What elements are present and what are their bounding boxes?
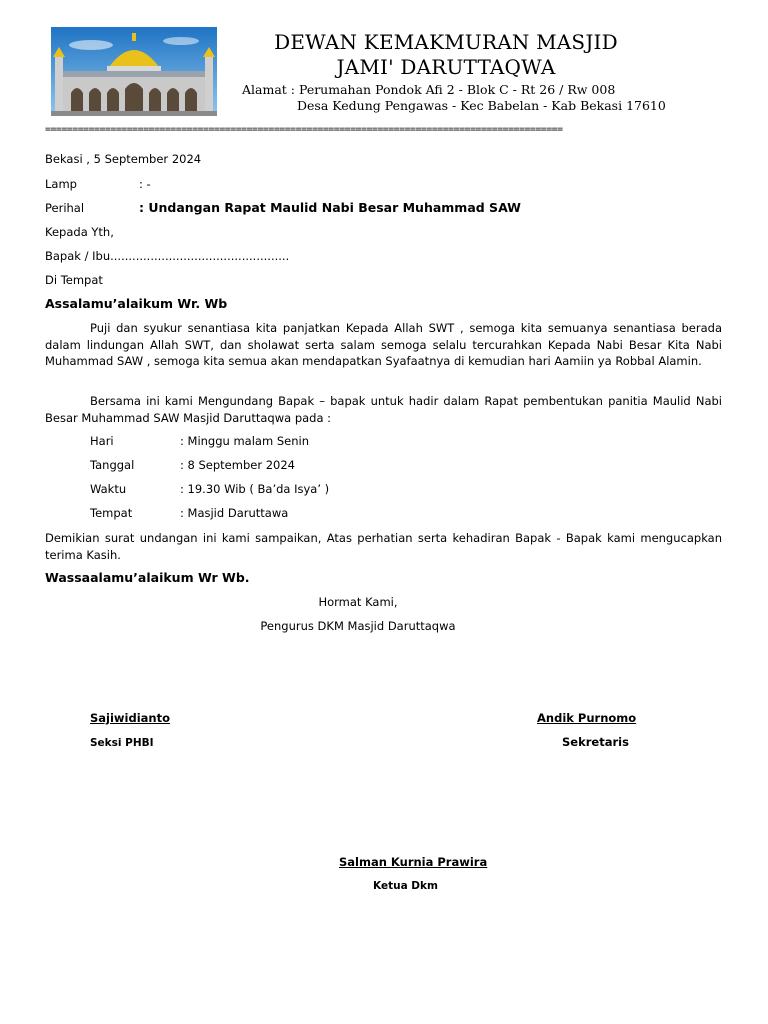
detail-value: : Minggu malam Senin — [180, 434, 309, 448]
letter-date: Bekasi , 5 September 2024 — [45, 152, 202, 166]
lamp-row — [45, 177, 151, 192]
paragraph-invitation: Bersama ini kami Mengundang Bapak – bapak untuk hadir dalam Rapat pembentukan panitia Maulid Nabi Besar Muhammad SAW Masjid Daruttaqwa pada : — [45, 394, 722, 425]
closing-pengurus: Pengurus DKM Masjid Daruttaqwa — [260, 619, 456, 633]
organization-address — [242, 82, 666, 114]
address-line1: Alamat : Perumahan Pondok Afi 2 - Blok C - Rt 26 / Rw 008 — [242, 82, 616, 97]
organization-title — [228, 30, 664, 80]
detail-row-waktu — [90, 482, 329, 497]
organization-title-line2: JAMI' DARUTTAQWA — [336, 55, 556, 79]
closing-hormat: Hormat Kami, — [318, 595, 398, 609]
recipient-place: Di Tempat — [45, 273, 103, 287]
detail-label: Hari — [90, 434, 114, 448]
detail-value: : 8 September 2024 — [180, 458, 295, 472]
perihal-value: : Undangan Rapat Maulid Nabi Besar Muhammad SAW — [139, 200, 521, 215]
detail-label: Tanggal — [90, 458, 135, 472]
detail-row-hari — [90, 434, 309, 449]
signature-name-left: Sajiwidianto — [90, 711, 171, 725]
greeting-open: Assalamu’alaikum Wr. Wb — [45, 296, 228, 311]
signature-name-right: Andik Purnomo — [537, 711, 637, 725]
detail-row-tanggal — [90, 458, 295, 473]
signature-role-left: Seksi PHBI — [90, 737, 154, 749]
paragraph-closing: Demikian surat undangan ini kami sampaikan, Atas perhatian serta kehadiran Bapak - Bapak kami mengucapkan terima Kasih. — [45, 531, 722, 562]
recipient-name: Bapak / Ibu................................................. — [45, 249, 290, 263]
lamp-value: : - — [139, 177, 151, 191]
mosque-image — [51, 27, 217, 116]
detail-label: Waktu — [90, 482, 127, 496]
lamp-label: Lamp — [45, 177, 77, 191]
detail-row-tempat — [90, 506, 288, 521]
detail-value: : Masjid Daruttawa — [180, 506, 289, 520]
perihal-label: Perihal — [45, 201, 85, 215]
signature-role-right: Sekretaris — [562, 735, 629, 749]
greeting-close: Wassaalamu’alaikum Wr Wb. — [45, 570, 250, 585]
detail-value: : 19.30 Wib ( Ba’da Isya’ ) — [180, 482, 330, 496]
detail-label: Tempat — [90, 506, 133, 520]
perihal-row — [45, 200, 521, 216]
organization-title-line1: DEWAN KEMAKMURAN MASJID — [274, 30, 618, 54]
signature-name-center: Salman Kurnia Prawira — [339, 855, 488, 869]
header-separator: =============================================================================================== — [45, 124, 563, 135]
recipient-kepada: Kepada Yth, — [45, 225, 114, 239]
address-line2: Desa Kedung Pengawas - Kec Babelan - Kab Bekasi 17610 — [297, 98, 666, 113]
signature-role-center: Ketua Dkm — [373, 880, 438, 892]
paragraph-opening: Puji dan syukur senantiasa kita panjatkan Kepada Allah SWT , semoga kita semuanya senantiasa berada dalam lindungan Allah SWT, dan sholawat serta salam semoga selalu tercurahkan Kepada Nabi Besar Kita Nabi Muhammad SAW , semoga kita semua akan mendapatkan Syafaatnya di kemudian hari Aamiin ya Robbal Alamin. — [45, 321, 722, 368]
